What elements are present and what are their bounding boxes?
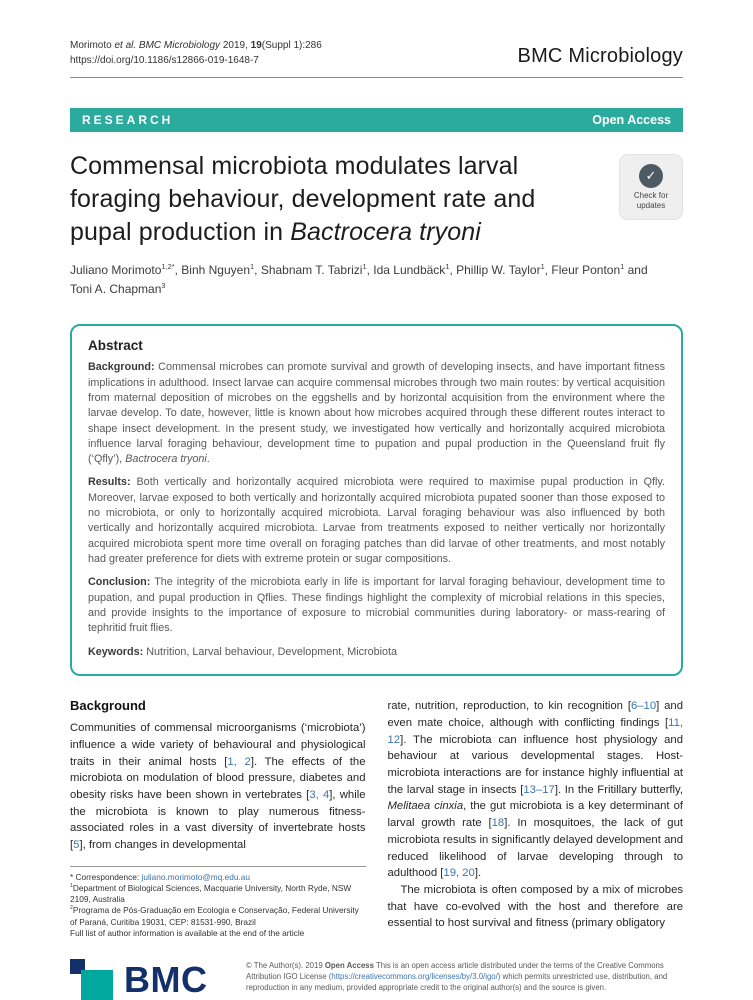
article-title: Commensal microbiota modulates larval foraging behaviour, development rate and pupal production in Bactrocera tryoni	[70, 152, 536, 246]
abstract-results-label: Results:	[88, 476, 131, 489]
body-paragraph-right-1: rate, nutrition, reproduction, to kin recognition [6–10] and even mate choice, although with conflicting findings [11, 12]. The microbiota can influence host physiology and behaviour at various developmental stages. Host-microbiota interactions are for instance highly influential at the larval stage in insects [13–17]. In the Fritillary butterfly, Melitaea cinxia, the gut microbiota is a key determinant of larval growth rate [18]. In mosquitoes, the lack of gut microbiota results in significantly delayed development and reduced likelihood of larvae developing through to adulthood [19, 20].	[387, 700, 683, 880]
affiliation-1: $^1$Department of Biological Sciences, Macquarie University, North Ryde, NSW 2109, Australia	[70, 883, 352, 905]
journal-name: BMC Microbiology	[517, 45, 683, 67]
footnotes	[70, 854, 366, 939]
left-column	[70, 698, 366, 939]
article-type-label: RESEARCH	[82, 113, 174, 127]
correspondence-line: * Correspondence: juliano.morimoto@mq.edu.au	[70, 871, 250, 882]
page-footer	[70, 957, 683, 1000]
abstract-conclusion-label: Conclusion:	[88, 576, 151, 589]
inline-link[interactable]: juliano.morimoto@mq.edu.au	[141, 871, 250, 882]
citation-line: Morimoto et al. BMC Microbiology 2019, 19(Suppl 1):286	[70, 40, 322, 51]
inline-link[interactable]: 5	[73, 839, 80, 852]
bmc-logo-mark	[70, 957, 116, 1000]
header-divider	[70, 77, 683, 78]
check-for-updates-label: Check for updates	[633, 190, 669, 210]
inline-link[interactable]: 1, 2	[227, 755, 251, 768]
inline-link[interactable]: 18	[491, 817, 505, 830]
research-banner	[70, 108, 683, 132]
journal-header	[70, 38, 683, 68]
doi-line: https://doi.org/10.1186/s12866-019-1648-7	[70, 55, 259, 66]
abstract-heading: Abstract	[88, 338, 143, 354]
inline-link[interactable]: https://creativecommons.org/licenses/by/3.0/igo/	[331, 971, 498, 981]
crossmark-icon: ✓	[639, 164, 663, 188]
inline-link[interactable]: 3, 4	[309, 788, 330, 801]
abstract-box	[70, 324, 683, 676]
author-list: Juliano Morimoto$^{1,2*}$, Binh Nguyen$^1$, Shabnam T. Tabrizi$^1$, Ida Lundbäck$^1$, Phillip W. Taylor$^1$, Fleur Ponton$^1$ and Toni A. Chapman$^3$	[70, 262, 648, 296]
title-row	[70, 150, 683, 249]
abstract-results-text: Both vertically and horizontally acquired microbiota were required to maximise pupal production in Qfly. Moreover, larvae exposed to both vertically and horizontally acquired microbiota pupated sooner than those exposed to no microbiota, or only to horizontally acquired microbiota. Larval foraging behaviour was also influenced by both vertically and horizontally acquired microbiota. Larvae from treatments exposed to neither vertically nor horizontally acquired microbiota spent more time overall on foraging patches than did larvae of other treatments, and most notably had greater preference for diets with extreme protein or sugar compositions.	[88, 476, 666, 566]
article-body	[70, 698, 683, 939]
abstract-conclusion-text: The integrity of the microbiota early in life is important for larval foraging behaviour, development time to pupation, and pupal production in Qflies. These findings highlight the complexity of microbial relations in this species, and provide insights to the importance of exposure to microbial communities during laboratory- or mass-rearing of tephritid fruit flies.	[88, 576, 665, 635]
abstract-keywords	[88, 645, 665, 660]
inline-link[interactable]: 19, 20	[443, 867, 475, 880]
bmc-logo-teal-square	[81, 970, 113, 1000]
inline-link[interactable]: 11, 12	[387, 716, 683, 746]
body-paragraph-left: Communities of commensal microorganisms (‘microbiota’) influence a wide variety of behavioural and physiological traits in their animal hosts [1, 2]. The effects of the microbiota on modulation of blood pressure, diabetes and obesity risks have been shown in vertebrates [3, 4], while the microbiota is known to play numerous fitness-associated roles in a vast diversity of invertebrate hosts [5], from changes in developmental	[70, 722, 366, 852]
abstract-conclusion	[88, 575, 665, 636]
abstract-results	[88, 475, 665, 567]
affiliation-2: $^2$Programa de Pós-Graduação em Ecologia e Conservação, Federal University of Paraná, Curitiba 19031, CEP: 81531-990, Brazil	[70, 905, 359, 927]
section-heading-background: Background	[70, 698, 146, 714]
citation-block	[70, 38, 322, 68]
abstract-keywords-label: Keywords:	[88, 645, 144, 658]
bmc-logo	[70, 957, 220, 1000]
open-access-label: Open Access	[592, 113, 671, 127]
abstract-background-text: Commensal microbes can promote survival and growth of developing insects, and have important fitness implications in adulthood. Insect larvae can acquire commensal microbes through two main routes: by vertical acquisition from maternal deposition of microbes on the eggshells and by horizontal acquisition from the environment where the larvae develop. To date, however, little is known about how microbes acquired through these different routes interact to shape insect development. In the present study, we investigated how vertically and horizontally acquired microbiota influence larval foraging behaviour, development time to pupation and pupal production in the Queensland fruit fly (‘Qfly’), Bactrocera tryoni.	[88, 361, 666, 466]
footnote-divider	[70, 866, 366, 867]
author-info-note: Full list of author information is available at the end of the article	[70, 927, 305, 938]
inline-link[interactable]: 6–10	[630, 700, 657, 713]
inline-link[interactable]: 13–17	[523, 783, 555, 796]
bmc-logo-text: BMC	[124, 958, 208, 1000]
right-column	[388, 698, 684, 939]
abstract-background-label: Background:	[88, 361, 155, 374]
check-for-updates-badge[interactable]	[619, 154, 683, 220]
abstract-keywords-text: Nutrition, Larval behaviour, Development, Microbiota	[146, 645, 398, 658]
abstract-background	[88, 360, 665, 467]
body-paragraph-right-2: The microbiota is often composed by a mix of microbes that have co-evolved with the host and therefore are essential to host survival and fitness (primary obligatory	[387, 884, 683, 930]
license-text: © The Author(s). 2019 Open Access This is an open access article distributed under the terms of the Creative Commons Attribution IGO License (https://creativecommons.org/licenses/by/3.0/igo/) which permits unrestricted use, distribution, and reproduction in any medium, provided appropriate credit to the original author(s) and the source is given.	[246, 960, 668, 992]
